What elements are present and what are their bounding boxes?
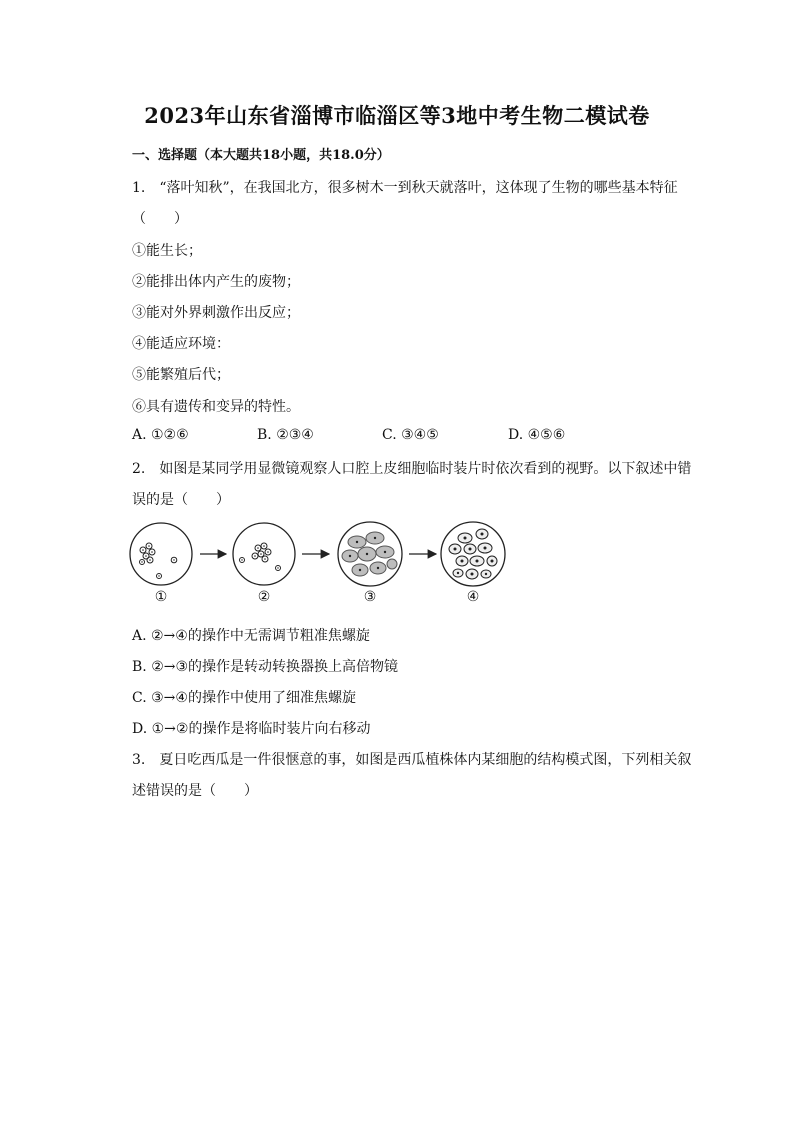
q3-stem-line1: 3. 夏日吃西瓜是一件很惬意的事，如图是西瓜植株体内某细胞的结构模式图，下列相关叙 <box>132 752 692 768</box>
figure-label-3: ③ <box>363 589 377 605</box>
view-3-circle <box>338 522 402 586</box>
q2-option-c[interactable]: C. ③→④的操作中使用了细准焦螺旋 <box>132 690 356 706</box>
figure-label-4: ④ <box>466 589 480 605</box>
figure-label-1: ① <box>154 589 168 605</box>
view-4-circle <box>441 522 505 586</box>
q1-stem-line2: （ ） <box>132 211 188 227</box>
q1-stem-line1: 1. “落叶知秋”，在我国北方，很多树木一到秋天就落叶，这体现了生物的哪些基本特征 <box>132 180 678 196</box>
view-1-circle <box>130 523 192 585</box>
microscope-views-figure <box>128 518 518 610</box>
q1-option-d[interactable]: D. ④⑤⑥ <box>508 427 566 443</box>
q2-option-a[interactable]: A. ②→④的操作中无需调节粗准焦螺旋 <box>132 628 370 644</box>
q1-option-c[interactable]: C. ③④⑤ <box>382 427 439 443</box>
q1-item-2: ②能排出体内产生的废物； <box>132 274 300 290</box>
q1-item-1: ①能生长； <box>132 243 202 259</box>
q1-option-a[interactable]: A. ①②⑥ <box>132 427 189 443</box>
q1-item-4: ④能适应环境： <box>132 336 230 352</box>
q1-item-6: ⑥具有遗传和变异的特性。 <box>132 399 300 415</box>
q1-item-3: ③能对外界刺激作出反应； <box>132 305 300 321</box>
q1-item-5: ⑤能繁殖后代； <box>132 367 230 383</box>
figure-label-2: ② <box>257 589 271 605</box>
q1-option-b[interactable]: B. ②③④ <box>257 427 314 443</box>
q2-stem-line1: 2. 如图是某同学用显微镜观察人口腔上皮细胞临时装片时依次看到的视野。以下叙述中错 <box>132 461 692 477</box>
q2-option-b[interactable]: B. ②→③的操作是转动转换器换上高倍物镜 <box>132 659 399 675</box>
q3-stem-line2: 述错误的是（ ） <box>132 783 258 799</box>
view-2-circle <box>233 523 295 585</box>
q2-option-d[interactable]: D. ①→②的操作是将临时装片向右移动 <box>132 721 371 737</box>
q2-stem-line2: 误的是（ ） <box>132 492 230 508</box>
page-title: 2023年山东省淄博市临淄区等3地中考生物二模试卷 <box>144 103 650 128</box>
section-heading: 一、选择题（本大题共18小题，共18.0分） <box>132 148 390 163</box>
microscope-views-diagram <box>128 518 518 588</box>
